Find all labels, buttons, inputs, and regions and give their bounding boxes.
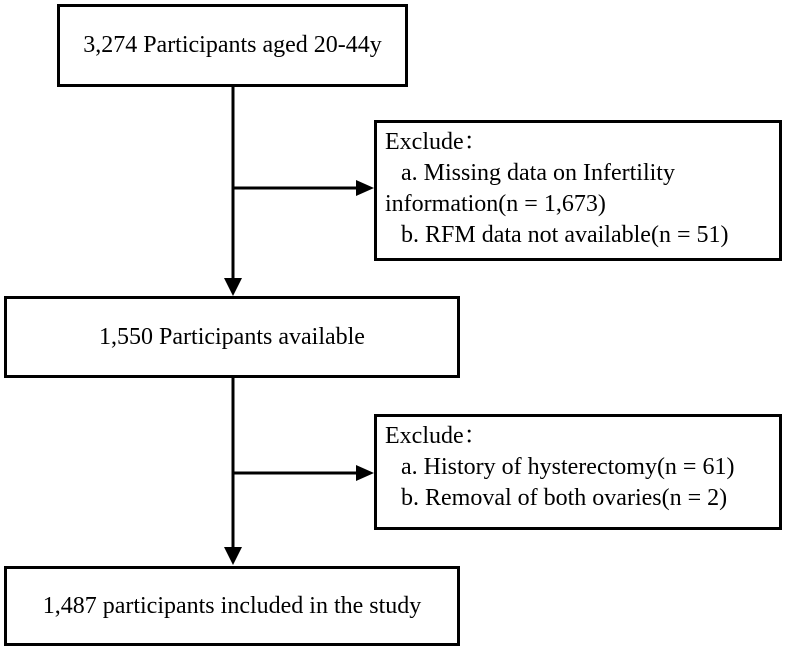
start-label: 3,274 Participants aged 20-44y: [83, 32, 382, 58]
exclude-box-2: [374, 414, 782, 530]
arrowhead-to-exclude1: [356, 180, 374, 196]
middle-box: [4, 296, 460, 378]
exclude2-item-a: a. History of hysterectomy(n = 61): [401, 454, 735, 480]
exclude1-item-a-line2: information(n = 1,673): [385, 191, 606, 217]
exclude1-item-a-line1: a. Missing data on Infertility: [401, 160, 675, 186]
exclude1-item-b: b. RFM data not available(n = 51): [401, 222, 729, 248]
end-box: [4, 566, 460, 646]
exclude1-heading: Exclude：: [385, 129, 488, 155]
exclude2-item-b: b. Removal of both ovaries(n = 2): [401, 485, 728, 511]
end-label: 1,487 participants included in the study: [42, 592, 422, 619]
arrowhead-middle-to-end: [224, 547, 242, 565]
arrowhead-to-exclude2: [356, 465, 374, 481]
start-box: [57, 4, 408, 87]
exclude2-heading: Exclude：: [385, 423, 488, 449]
arrowhead-start-to-middle: [224, 278, 242, 296]
exclude-box-1: [374, 120, 782, 261]
middle-label: 1,550 Participants available: [99, 323, 365, 350]
